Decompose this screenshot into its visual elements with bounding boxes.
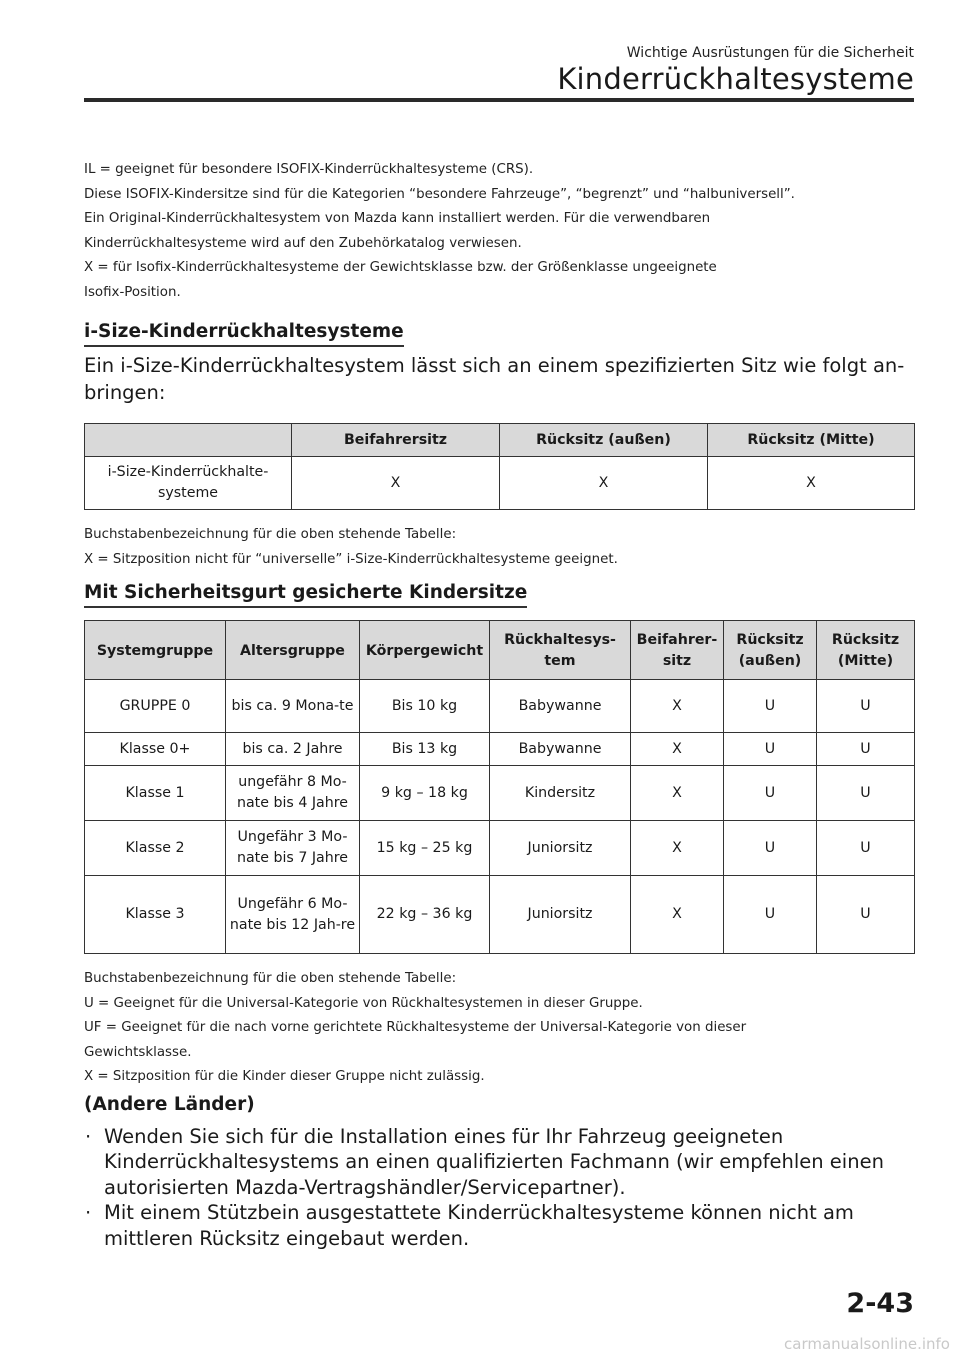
table-cell: U — [724, 766, 817, 821]
table-cell: Bis 10 kg — [360, 680, 490, 733]
legend-line: UF = Geeignet für die nach vorne gerichtete Rückhaltesysteme der Universal-Kategorie von dieser — [84, 1020, 747, 1035]
table-cell: ungefähr 8 Mo-nate bis 4 Jahre — [226, 766, 360, 821]
table-cell: Babywanne — [490, 733, 631, 766]
table-header-cell: Rücksitz (Mitte) — [708, 424, 915, 457]
table-cell: Babywanne — [490, 680, 631, 733]
table-cell: Bis 13 kg — [360, 733, 490, 766]
table-row — [85, 821, 915, 876]
intro-notes — [84, 158, 914, 305]
legend-line: Gewichtsklasse. — [84, 1044, 192, 1060]
list-item-text: Mit einem Stützbein ausgestattete Kinderrückhaltesysteme können nicht am mittleren Rücksitz eingebaut werden. — [104, 1201, 854, 1250]
legend-line: X = Sitzposition nicht für “universelle” i-Size-Kinderrückhaltesysteme geeignet. — [84, 551, 618, 567]
page-number: 2-43 — [846, 1288, 914, 1319]
table-cell: U — [724, 876, 817, 954]
table-cell: X — [500, 457, 708, 510]
isize-table — [84, 423, 915, 510]
table-cell: Klasse 3 — [85, 876, 226, 954]
other-countries-heading: (Andere Länder) — [84, 1093, 255, 1115]
table-cell: X — [631, 821, 724, 876]
isize-heading: i-Size-Kinderrückhaltesysteme — [84, 319, 404, 347]
table-header-cell: Körpergewicht — [360, 621, 490, 680]
table-header-cell: Rücksitz (außen) — [724, 621, 817, 680]
table-cell: Juniorsitz — [490, 876, 631, 954]
table-cell: 22 kg – 36 kg — [360, 876, 490, 954]
legend-line: Buchstabenbezeichnung für die oben stehende Tabelle: — [84, 527, 457, 542]
table-header-cell: Rücksitz (außen) — [500, 424, 708, 457]
intro-line: X = für Isofix-Kinderrückhaltesysteme der Gewichtsklasse bzw. der Größenklasse ungeeignete — [84, 260, 717, 275]
legend-line: X = Sitzposition für die Kinder dieser Gruppe nicht zulässig. — [84, 1069, 485, 1084]
table-cell: X — [292, 457, 500, 510]
table-header-cell: Beifahrer-sitz — [631, 621, 724, 680]
table-cell: Juniorsitz — [490, 821, 631, 876]
intro-line: Ein Original-Kinderrückhaltesystem von Mazda kann installiert werden. Für die verwendbaren — [84, 211, 711, 226]
table-cell: X — [631, 733, 724, 766]
table-cell: Ungefähr 3 Mo-nate bis 7 Jahre — [226, 821, 360, 876]
table-cell: Klasse 1 — [85, 766, 226, 821]
table-cell: Klasse 0+ — [85, 733, 226, 766]
legend-line: U = Geeignet für die Universal-Kategorie von Rückhaltesystemen in dieser Gruppe. — [84, 995, 643, 1011]
table-row — [85, 766, 915, 821]
isize-description: Ein i-Size-Kinderrückhaltesystem lässt sich an einem spezifizierten Sitz wie folgt an-bringen: — [84, 354, 905, 404]
table-cell: Ungefähr 6 Mo-nate bis 12 Jah-re — [226, 876, 360, 954]
table-row — [85, 876, 915, 954]
table-cell: Klasse 2 — [85, 821, 226, 876]
table-header-cell: Systemgruppe — [85, 621, 226, 680]
intro-line: IL = geeignet für besondere ISOFIX-Kinderrückhaltesysteme (CRS). — [84, 162, 534, 177]
table-cell: U — [724, 821, 817, 876]
table-cell: U — [817, 876, 915, 954]
table-header-cell: Altersgruppe — [226, 621, 360, 680]
table-cell: i-Size-Kinderrückhalte-systeme — [85, 457, 292, 510]
table-header-cell: Rücksitz (Mitte) — [817, 621, 915, 680]
bullet-icon: · — [85, 1201, 92, 1224]
table-cell: X — [631, 876, 724, 954]
table-cell: Kindersitz — [490, 766, 631, 821]
bullet-icon: · — [85, 1124, 92, 1148]
table-row — [85, 680, 915, 733]
table-row — [85, 733, 915, 766]
table-cell: X — [631, 766, 724, 821]
table-header-cell — [85, 424, 292, 457]
table-cell: U — [817, 733, 915, 766]
list-item-text: Wenden Sie sich für die Installation eines für Ihr Fahrzeug geeigneten Kinderrückhaltesystems an einen qualifizierten Fachmann (wir empfehlen einen autorisierten Mazda-Vertragshändler/Servicepartner). — [104, 1124, 884, 1199]
table-header-row — [85, 424, 915, 457]
page-header — [84, 44, 914, 96]
table-header-cell: Beifahrersitz — [292, 424, 500, 457]
table-cell: bis ca. 9 Mona-te — [226, 680, 360, 733]
header-divider — [84, 98, 914, 102]
page-title: Kinderrückhaltesysteme — [557, 62, 914, 96]
table-cell: bis ca. 2 Jahre — [226, 733, 360, 766]
intro-line: Kinderrückhaltesysteme wird auf den Zubehörkatalog verwiesen. — [84, 235, 522, 251]
table-cell: GRUPPE 0 — [85, 680, 226, 733]
watermark: carmanualsonline.info — [784, 1335, 950, 1353]
table-row — [85, 457, 915, 510]
table-cell: X — [631, 680, 724, 733]
legend-line: Buchstabenbezeichnung für die oben stehende Tabelle: — [84, 971, 457, 986]
belt-table — [84, 620, 915, 954]
table-cell: X — [708, 457, 915, 510]
table-cell: U — [817, 821, 915, 876]
page-content — [84, 158, 914, 1251]
belt-heading: Mit Sicherheitsgurt gesicherte Kindersitze — [84, 580, 527, 608]
table-cell: 15 kg – 25 kg — [360, 821, 490, 876]
table-header-cell: Rückhaltesys-tem — [490, 621, 631, 680]
belt-legend — [84, 967, 914, 1090]
section-subtitle: Wichtige Ausrüstungen für die Sicherheit — [626, 45, 914, 61]
table-cell: 9 kg – 18 kg — [360, 766, 490, 821]
list-item — [84, 1124, 914, 1201]
table-header-row — [85, 621, 915, 680]
table-cell: U — [817, 766, 915, 821]
other-countries-list — [84, 1124, 914, 1252]
list-item — [84, 1200, 914, 1251]
table-cell: U — [817, 680, 915, 733]
isize-legend — [84, 523, 914, 572]
intro-line: Isofix-Position. — [84, 284, 181, 300]
table-cell: U — [724, 733, 817, 766]
intro-line: Diese ISOFIX-Kindersitze sind für die Kategorien “besondere Fahrzeuge”, “begrenzt” und “halbuniversell”. — [84, 186, 795, 202]
table-cell: U — [724, 680, 817, 733]
